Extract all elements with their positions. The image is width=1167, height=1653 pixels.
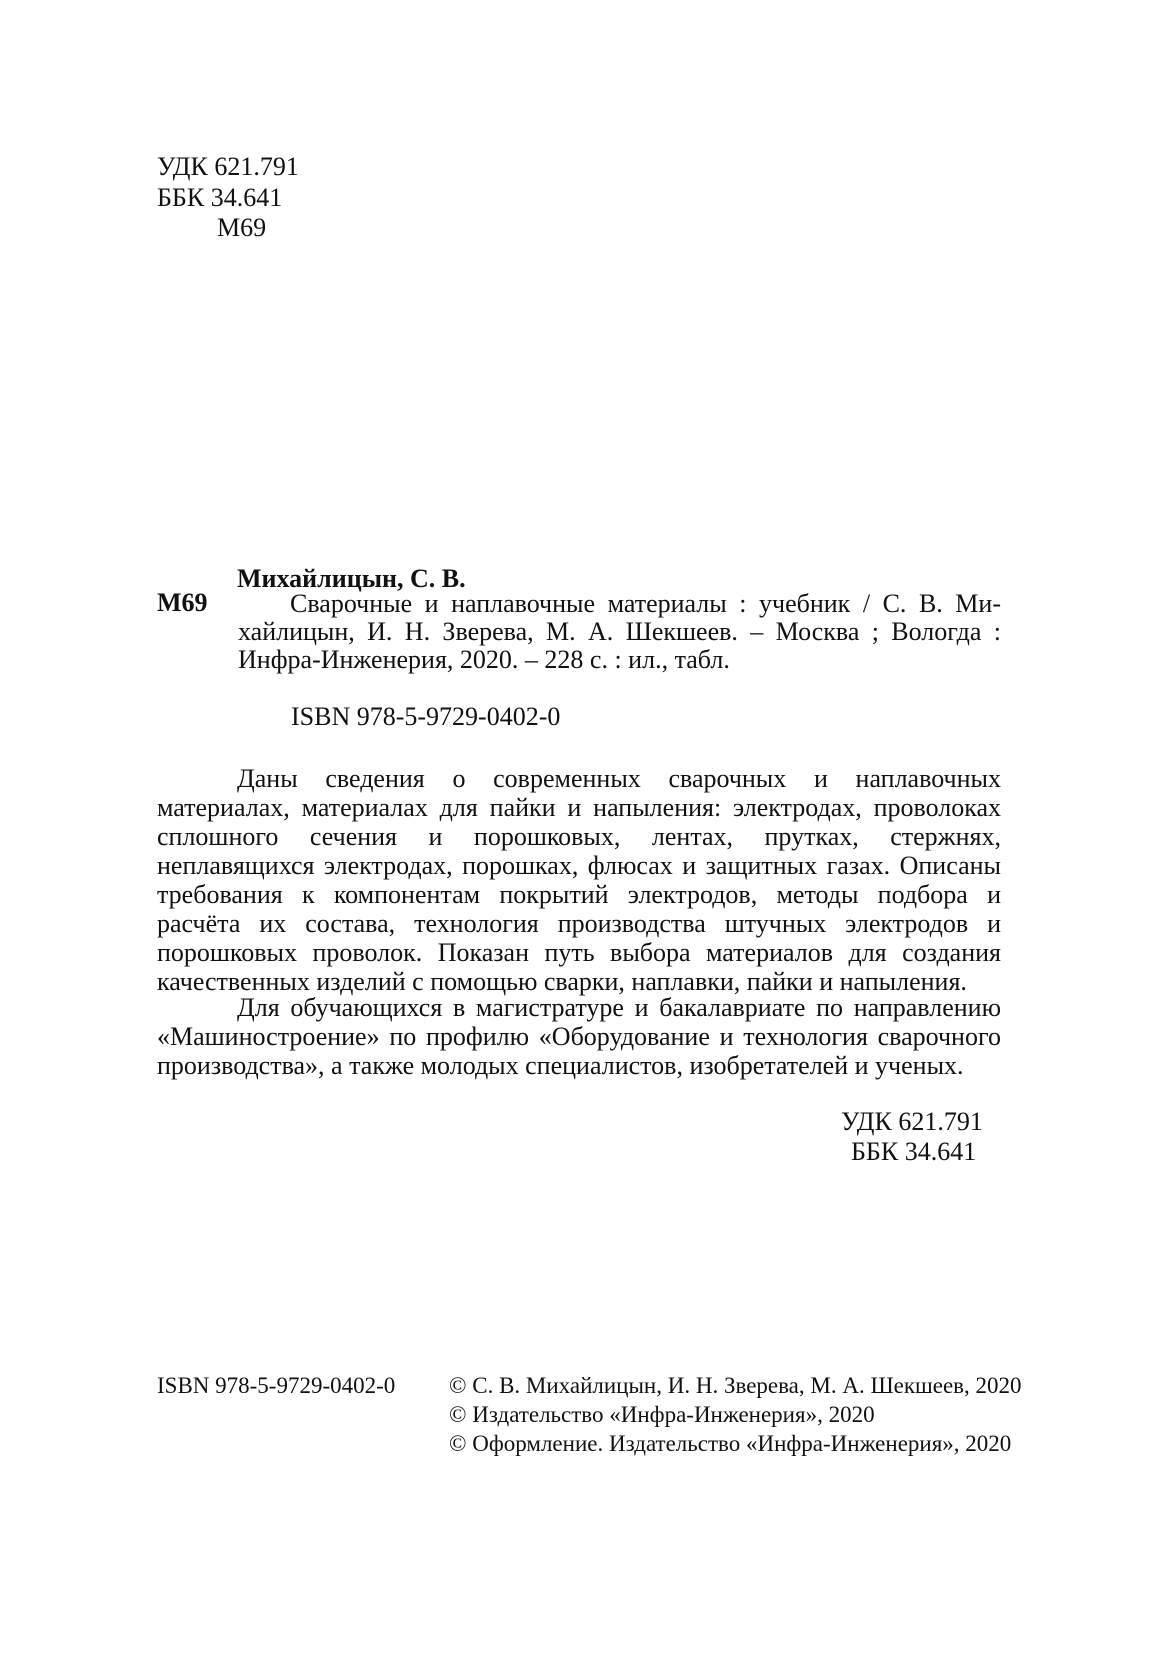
audience-note — [157, 993, 1001, 1080]
udk-code-footer: УДК 621.791 — [841, 1107, 983, 1136]
bbk-code-footer: ББК 34.641 — [851, 1137, 977, 1166]
catalog-card-code: М69 — [157, 588, 208, 617]
catalog-card-line: хайлицын, И. Н. Зверева, М. А. Шекшеев. – Москва ; Вологда : — [238, 617, 1001, 646]
copyright-line: © С. В. Михайлицын, И. Н. Зверева, М. А. Шекшеев, 2020 — [449, 1373, 1022, 1398]
catalog-card-line: Сварочные и наплавочные материалы : учебник / С. В. Ми- — [290, 589, 1001, 618]
bbk-code: ББК 34.641 — [157, 183, 283, 212]
annotation-paragraph: Для обучающихся в магистратуре и бакалавриате по направлению «Машиностроение» по профилю «Оборудование и технология сварочного производства», а также молодых специалистов, изобретателей и ученых. — [157, 993, 1001, 1080]
author-mark: М69 — [217, 213, 267, 242]
copyright-line: © Оформление. Издательство «Инфра-Инженерия», 2020 — [449, 1431, 1012, 1456]
catalog-card-author: Михайлицын, С. В. — [237, 564, 466, 593]
catalog-card-line: Инфра-Инженерия, 2020. – 228 с. : ил., табл. — [238, 645, 730, 674]
annotation-paragraph: Даны сведения о современных сварочных и наплавочных материалах, материалах для пайки и напыления: электродах, проволоках сплошного сечения и порошковых, лентах, прутках, стержнях, неплавящихся электродах, порошках, флюсах и защитных газах. Описаны требования к компонентам покрытий электродов, методы подбора и расчёта их состава, технология производства штучных электродов и порошковых проволок. Показан путь выбора материалов для создания качественных изделий с помощью сварки, наплавки, пайки и напыления. — [157, 764, 1001, 996]
annotation — [157, 764, 1001, 996]
copyright-line: © Издательство «Инфра-Инженерия», 2020 — [449, 1402, 875, 1427]
isbn: ISBN 978-5-9729-0402-0 — [157, 1373, 396, 1398]
catalog-card-isbn: ISBN 978-5-9729-0402-0 — [291, 702, 561, 731]
udk-code: УДК 621.791 — [157, 152, 299, 181]
